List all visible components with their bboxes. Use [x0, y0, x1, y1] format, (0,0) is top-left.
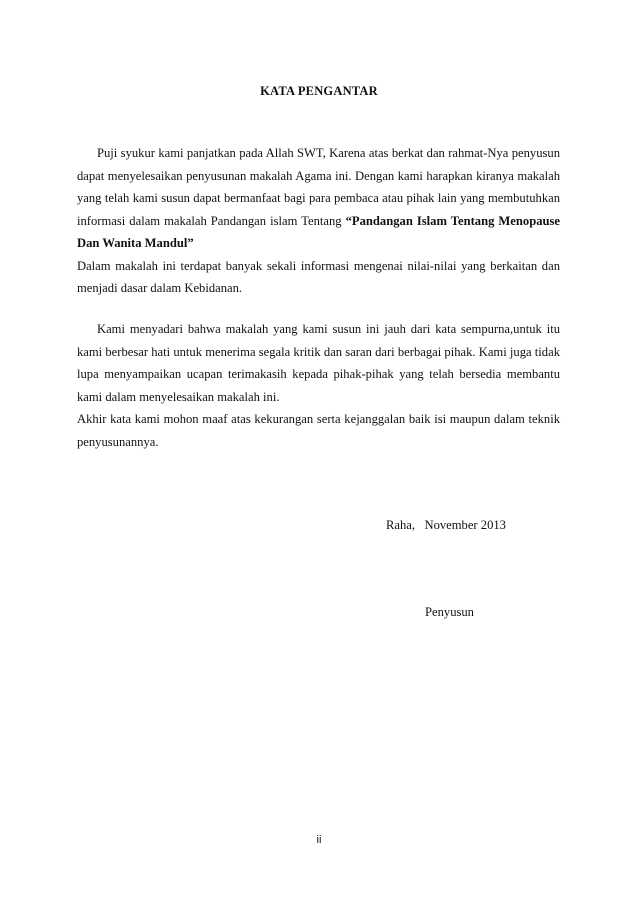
page-title: KATA PENGANTAR	[260, 84, 378, 98]
signature-place-date: Raha, November 2013	[386, 518, 506, 532]
paragraph-acknowledgement	[77, 318, 560, 453]
page-number: ii	[316, 834, 322, 846]
paragraph-intro	[77, 142, 560, 300]
paragraph-acknowledgement-main: Kami menyadari bahwa makalah yang kami susun ini jauh dari kata sempurna,untuk itu kami berbesar hati untuk menerima segala kritik dan saran dari berbagai pihak. Kami juga tidak lupa menyampaikan ucapan terimakasih kepada pihak-pihak yang telah bersedia membantu kami dalam menyelesaikan makalah ini.	[77, 322, 560, 404]
paragraph-intro-bold-title: “Pandangan Islam Tentang Menopause Dan Wanita Mandul”	[77, 213, 560, 250]
paragraph-intro-main	[77, 142, 560, 255]
paragraph-closing: Akhir kata kami mohon maaf atas kekurangan serta kejanggalan baik isi maupun dalam teknik penyusunannya.	[77, 412, 560, 449]
paragraph-intro-text: Puji syukur kami panjatkan pada Allah SWT, Karena atas berkat dan rahmat-Nya penyusun dapat menyelesaikan penyusunan makalah Agama ini. Dengan kami harapkan kiranya makalah yang telah kami susun dapat bermanfaat bagi para pembaca atau pihak lain yang membutuhkan informasi dalam makalah Pandangan islam Tentang	[77, 146, 560, 228]
paragraph-intro-continuation: Dalam makalah ini terdapat banyak sekali informasi mengenai nilai-nilai yang berkaitan dan menjadi dasar dalam Kebidanan.	[77, 258, 560, 295]
signature-role: Penyusun	[425, 605, 474, 619]
